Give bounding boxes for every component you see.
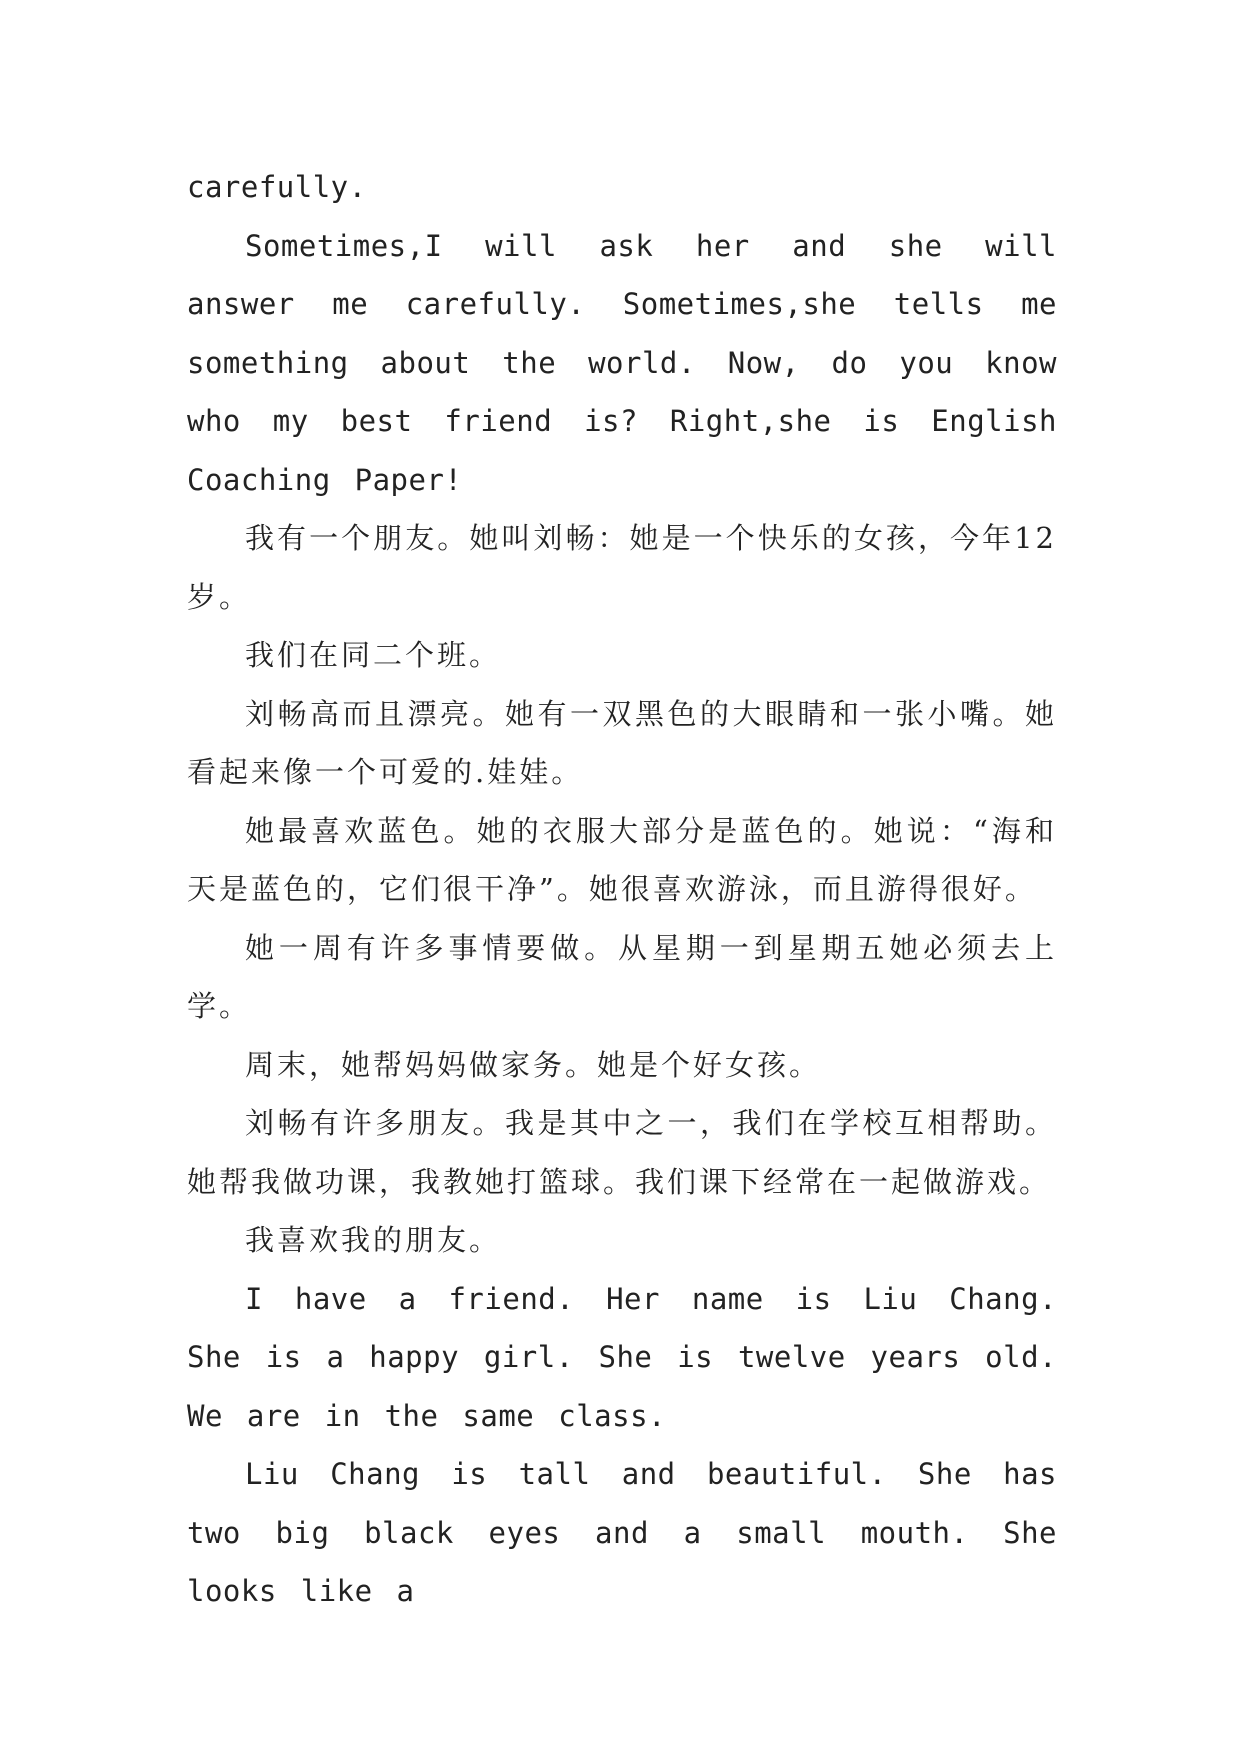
document-body — [187, 158, 1057, 1621]
paragraph-english-appearance: Liu Chang is tall and beautiful. She has two big black eyes and a small mouth. She looks like a — [187, 1457, 1057, 1608]
paragraph-chinese-blue: 她最喜欢蓝色。她的衣服大部分是蓝色的。她说：“海和天是蓝色的，它们很干净”。她很喜欢游泳，而且游得很好。 — [187, 813, 1057, 906]
paragraph-chinese-weekend: 周末，她帮妈妈做家务。她是个好女孩。 — [245, 1047, 822, 1082]
paragraph-chinese-intro: 我有一个朋友。她叫刘畅：她是一个快乐的女孩，今年12岁。 — [187, 521, 1057, 614]
paragraph-chinese-class: 我们在同二个班。 — [245, 638, 502, 672]
paragraph-continuation: carefully. — [187, 170, 367, 204]
paragraph-chinese-week: 她一周有许多事情要做。从星期一到星期五她必须去上学。 — [187, 930, 1057, 1023]
paragraph-chinese-appearance: 刘畅高而且漂亮。她有一双黑色的大眼睛和一张小嘴。她看起来像一个可爱的.娃娃。 — [187, 696, 1057, 789]
paragraph-english-best-friend: Sometimes,I will ask her and she will answer me carefully. Sometimes,she tells me something about the world. Now, do you know who my best friend is? Right,she is English Coaching Paper! — [187, 228, 1057, 497]
paragraph-chinese-friends: 刘畅有许多朋友。我是其中之一，我们在学校互相帮助。她帮我做功课，我教她打篮球。我们课下经常在一起做游戏。 — [187, 1106, 1057, 1199]
paragraph-english-intro: I have a friend. Her name is Liu Chang. She is a happy girl. She is twelve years old. We are in the same class. — [187, 1281, 1057, 1433]
paragraph-chinese-like: 我喜欢我的朋友。 — [245, 1223, 502, 1257]
